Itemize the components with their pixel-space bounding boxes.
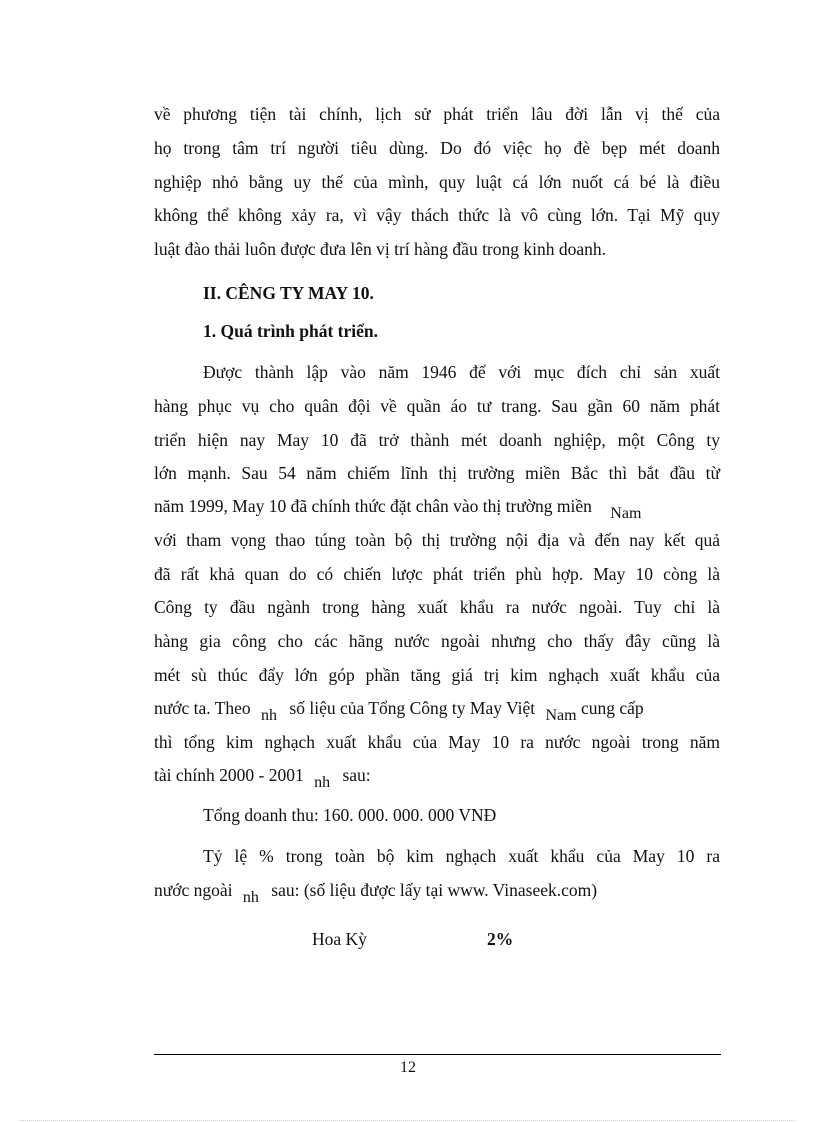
section-heading: II. CÊNG TY MAY 10. — [203, 283, 374, 303]
paragraph-line: hàng phục vụ cho quân đội về quần áo tư trang. Sau gần 60 năm phát — [154, 396, 720, 416]
paragraph-line: Được thành lập vào năm 1946 để với mục đích chỉ sản xuất — [203, 362, 720, 382]
paragraph-line: lớn mạnh. Sau 54 năm chiếm lĩnh thị trường miền Bắc thì bắt đầu từ — [154, 463, 720, 483]
subscript-text: nh — [261, 707, 278, 724]
paragraph-text: nước ngoài — [154, 880, 233, 900]
paragraph-text: năm 1999, May 10 đã chính thức đặt chân vào thị trường miền — [154, 496, 592, 516]
paragraph-line: hàng gia công cho các hãng nước ngoài nhưng cho thấy đây cũng là — [154, 631, 720, 651]
subscript-text: Nam — [545, 707, 577, 724]
page-number: 12 — [400, 1059, 416, 1076]
paragraph-line: mét sù thúc đẩy lớn góp phần tăng giá trị kim nghạch xuất khẩu của — [154, 665, 720, 685]
page-bottom-dotted-border — [20, 1120, 796, 1121]
revenue-line: Tổng doanh thu: 160. 000. 000. 000 VNĐ — [203, 805, 497, 825]
paragraph-line: về phương tiện tài chính, lịch sử phát triển lâu đời lẫn vị thế của — [154, 104, 720, 124]
paragraph-text: tài chính 2000 - 2001 — [154, 765, 304, 785]
paragraph-line — [154, 495, 720, 522]
table-cell-percent: 2% — [487, 929, 514, 949]
paragraph-text: cung cấp — [580, 698, 644, 718]
paragraph-text: nước ta. Theo — [154, 698, 251, 718]
paragraph-line: với tham vọng thao túng toàn bộ thị trường nội địa và đến nay kết quả — [154, 530, 720, 550]
paragraph-line: triển hiện nay May 10 đã trở thành mét doanh nghiệp, một Công ty — [154, 430, 720, 450]
subscript-text: nh — [242, 889, 259, 906]
paragraph-line: nghiệp nhỏ bằng uy thế của mình, quy luật cá lớn nuốt cá bé là điều — [154, 172, 720, 192]
paragraph-line: Tỷ lệ % trong toàn bộ kim nghạch xuất khẩu của May 10 ra — [203, 846, 720, 866]
paragraph-line: thì tổng kim nghạch xuất khẩu của May 10 ra nước ngoài trong năm — [154, 732, 720, 752]
subscript-text: Nam — [610, 505, 642, 522]
paragraph-text: số liệu của Tổng Công ty May Việt — [289, 698, 536, 718]
table-cell-country: Hoa Kỳ — [312, 929, 367, 949]
paragraph-line: đã rất khả quan do có chiến lược phát triển phù hợp. May 10 còng là — [154, 564, 720, 584]
paragraph-text: sau: — [342, 765, 371, 785]
paragraph-text: sau: (số liệu được lấy tại www. Vinaseek.com) — [271, 880, 598, 900]
footer-divider — [154, 1054, 721, 1055]
paragraph-line — [154, 764, 720, 791]
paragraph-line — [154, 697, 720, 724]
paragraph-line: luật đào thải luôn được đưa lên vị trí hàng đầu trong kinh doanh. — [154, 239, 607, 259]
paragraph-line: họ trong tâm trí người tiêu dùng. Do đó việc họ đè bẹp mét doanh — [154, 138, 720, 158]
subscript-text: nh — [314, 774, 331, 791]
subsection-heading: 1. Quá trình phát triển. — [203, 321, 379, 341]
paragraph-line: Công ty đầu ngành trong hàng xuất khẩu ra nước ngoài. Tuy chỉ là — [154, 597, 720, 617]
paragraph-line: không thể không xảy ra, vì vậy thách thức là vô cùng lớn. Tại Mỹ quy — [154, 205, 720, 225]
paragraph-line — [154, 879, 720, 906]
